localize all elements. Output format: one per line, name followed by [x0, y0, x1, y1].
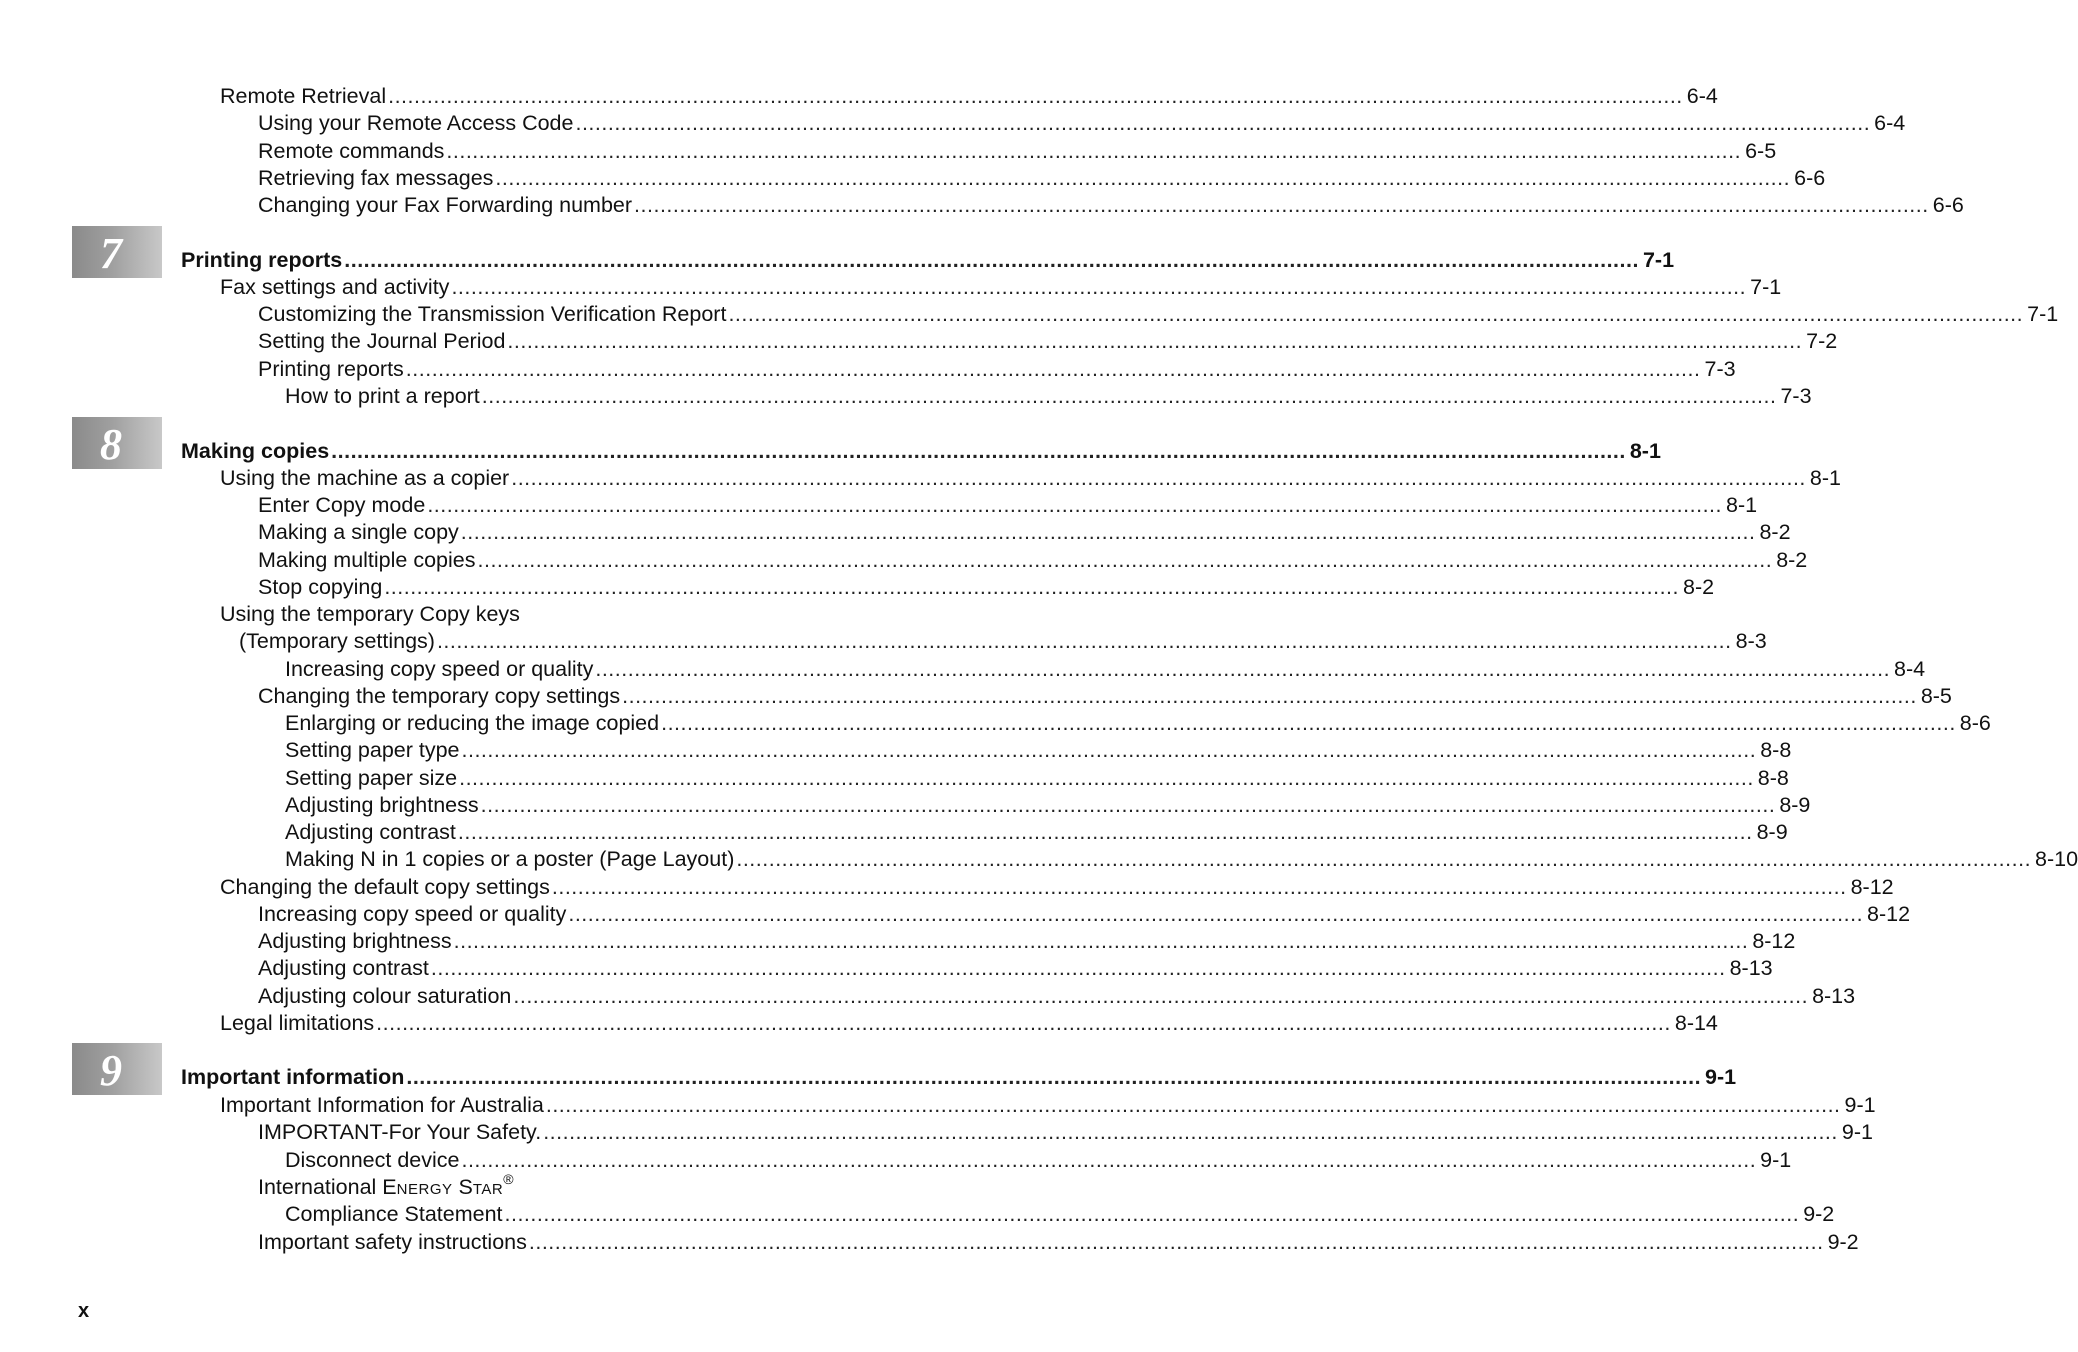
toc-entry: [258, 1119, 1873, 1146]
toc-entry-page: 7-3: [1780, 384, 1812, 408]
toc-entry-title: Compliance Statement: [285, 1202, 503, 1226]
dot-leader: ........................................................................................................................................................................................................: [513, 984, 1809, 1008]
toc-entry-title: Increasing copy speed or quality: [285, 657, 594, 681]
toc-entry-page: 8-6: [1959, 711, 1991, 735]
chapter-tab-7: [72, 226, 162, 278]
toc-entry: [220, 1092, 1876, 1119]
toc-entry: [258, 928, 1796, 955]
toc-entry-page: 8-5: [1920, 684, 1952, 708]
dot-leader: ........................................................................................................................................................................................................: [551, 875, 1847, 899]
toc-entry-title: (Temporary settings): [239, 629, 435, 653]
toc-entry: [285, 765, 1789, 792]
title-part: S: [452, 1175, 473, 1199]
dot-leader: ........................................................................................................................................................................................................: [436, 629, 1732, 653]
toc-entry-page: 8-8: [1760, 738, 1792, 762]
toc-entry-title: Important information: [181, 1065, 405, 1089]
toc-entry: [285, 656, 1926, 683]
toc-chapter-entry: [181, 438, 1661, 465]
toc-entry-page: 9-2: [1827, 1230, 1859, 1254]
toc-entry-title: Disconnect device: [285, 1148, 460, 1172]
dot-leader: ........................................................................................................................................................................................................: [507, 329, 1803, 353]
toc-entry-title: Printing reports: [258, 357, 404, 381]
toc-entry: [285, 710, 1991, 737]
toc-entry-page: 8-2: [1683, 575, 1715, 599]
toc-entry-title: Customizing the Transmission Verification Report: [258, 302, 727, 326]
toc-entry-title: Adjusting contrast: [258, 956, 429, 980]
toc-entry-title: Enter Copy mode: [258, 493, 426, 517]
toc-entry: [220, 465, 1841, 492]
toc-entry: [258, 138, 1777, 165]
dot-leader: ........................................................................................................................................................................................................: [634, 193, 1929, 217]
dot-leader: ........................................................................................................................................................................................................: [384, 575, 1679, 599]
toc-entry: [285, 792, 1811, 819]
toc-entry: [285, 383, 1812, 410]
toc-entry-title: [258, 1170, 516, 1203]
toc-entry: [285, 819, 1788, 846]
toc-entry-page: 7-3: [1704, 357, 1736, 381]
toc-entry: [285, 846, 2078, 873]
toc-entry: [258, 328, 1838, 355]
toc-entry: [258, 547, 1808, 574]
dot-leader: ........................................................................................................................................................................................................: [477, 548, 1773, 572]
toc-entry-title: How to print a report: [285, 384, 480, 408]
toc-entry-title: Making a single copy: [258, 520, 459, 544]
dot-leader: ........................................................................................................................................................................................................: [568, 902, 1864, 926]
toc-entry: [285, 1201, 1835, 1228]
chapter-number: 7: [100, 229, 122, 278]
toc-entry: [258, 192, 1964, 219]
toc-entry-page: 7-2: [1806, 329, 1838, 353]
toc-entry: [220, 274, 1782, 301]
toc-entry-page: 6-4: [1686, 84, 1718, 108]
dot-leader: ........................................................................................................................................................................................................: [451, 275, 1747, 299]
dot-leader: ........................................................................................................................................................................................................: [446, 139, 1742, 163]
dot-leader: ........................................................................................................................................................................................................: [575, 111, 1871, 135]
toc-entry-title: Making copies: [181, 439, 330, 463]
toc-chapter-entry: [181, 1064, 1737, 1091]
toc-chapter-entry: [181, 247, 1675, 274]
toc-entry: [258, 955, 1773, 982]
toc-entry-page: 7-1: [1750, 275, 1782, 299]
toc-entry-title: Changing the temporary copy settings: [258, 684, 621, 708]
dot-leader: ........................................................................................................................................................................................................: [461, 1148, 1757, 1172]
toc-entry: [258, 110, 1906, 137]
dot-leader: ........................................................................................................................................................................................................: [459, 766, 1754, 790]
toc-entry-page: 8-1: [1809, 466, 1841, 490]
toc-entry-page: 8-14: [1674, 1011, 1718, 1035]
toc-entry: [258, 492, 1758, 519]
dot-leader: ........................................................................................................................................................................................................: [427, 493, 1722, 517]
toc-entry-title: Important Information for Australia: [220, 1093, 544, 1117]
toc-entry-title: Remote commands: [258, 139, 445, 163]
dot-leader: ........................................................................................................................................................................................................: [622, 684, 1917, 708]
toc-entry-page: 9-1: [1760, 1148, 1792, 1172]
dot-leader: ........................................................................................................................................................................................................: [528, 1230, 1824, 1254]
chapter-number: 9: [100, 1046, 122, 1095]
toc-entry: [258, 683, 1952, 710]
toc-entry-title: Adjusting brightness: [285, 793, 479, 817]
dot-leader: ........................................................................................................................................................................................................: [406, 1065, 1702, 1089]
dot-leader: ........................................................................................................................................................................................................: [453, 929, 1749, 953]
toc-entry-title: Making N in 1 copies or a poster (Page Layout): [285, 847, 735, 871]
toc-entry-title: IMPORTANT-For Your Safety.: [258, 1120, 542, 1144]
page-number: x: [78, 1300, 90, 1322]
toc-entry-title: Enlarging or reducing the image copied: [285, 711, 660, 735]
dot-leader: ........................................................................................................................................................................................................: [331, 439, 1626, 463]
toc-entry: [220, 1010, 1718, 1037]
toc-entry-page: 6-5: [1745, 139, 1777, 163]
toc-entry-title: Changing the default copy settings: [220, 875, 550, 899]
toc-entry-page: 8-13: [1812, 984, 1856, 1008]
dot-leader: ........................................................................................................................................................................................................: [376, 1011, 1671, 1035]
dot-leader: ........................................................................................................................................................................................................: [495, 166, 1791, 190]
dot-leader: ........................................................................................................................................................................................................: [511, 466, 1806, 490]
dot-leader: ........................................................................................................................................................................................................: [545, 1093, 1841, 1117]
toc-entry-title: Retrieving fax messages: [258, 166, 494, 190]
toc-entry-title: Printing reports: [181, 248, 343, 272]
dot-leader: ........................................................................................................................................................................................................: [461, 738, 1757, 762]
toc-entry-title: Changing your Fax Forwarding number: [258, 193, 633, 217]
toc-entry-page: 8-2: [1776, 548, 1808, 572]
dot-leader: ........................................................................................................................................................................................................: [405, 357, 1701, 381]
toc-entry: [258, 519, 1791, 546]
dot-leader: ........................................................................................................................................................................................................: [504, 1202, 1800, 1226]
toc-entry-page: 8-8: [1757, 766, 1789, 790]
toc-entry-title: Increasing copy speed or quality: [258, 902, 567, 926]
toc-entry-page: 8-3: [1735, 629, 1767, 653]
toc-entry: [258, 165, 1826, 192]
toc-entry-title: Stop copying: [258, 575, 383, 599]
toc-entry-page: 8-9: [1756, 820, 1788, 844]
toc-entry-title: Using your Remote Access Code: [258, 111, 574, 135]
toc-entry-page: 6-4: [1874, 111, 1906, 135]
toc-entry: [258, 1170, 825, 1203]
toc-entry-page: 7-1: [1642, 248, 1675, 272]
toc-entry-title: Important safety instructions: [258, 1230, 527, 1254]
toc-entry-title: Fax settings and activity: [220, 275, 450, 299]
toc-entry-page: 9-1: [1841, 1120, 1873, 1144]
toc-entry-title: Adjusting colour saturation: [258, 984, 512, 1008]
toc-entry-page: 7-1: [2027, 302, 2059, 326]
dot-leader: ........................................................................................................................................................................................................: [460, 520, 1756, 544]
toc-entry: [285, 737, 1792, 764]
dot-leader: ........................................................................................................................................................................................................: [728, 302, 2024, 326]
toc-entry-title: Setting paper size: [285, 766, 458, 790]
toc-entry-title: Using the temporary Copy keys: [220, 602, 520, 626]
toc-entry: [258, 901, 1911, 928]
toc-entry-page: 6-6: [1932, 193, 1964, 217]
toc-entry: [220, 83, 1718, 110]
dot-leader: ........................................................................................................................................................................................................: [430, 956, 1726, 980]
toc-entry-page: 8-12: [1752, 929, 1796, 953]
dot-leader: ........................................................................................................................................................................................................: [480, 793, 1776, 817]
toc-entry-page: 8-10: [2035, 847, 2078, 871]
toc-entry-title: Setting paper type: [285, 738, 460, 762]
toc-entry-title: Making multiple copies: [258, 548, 476, 572]
dot-leader: ........................................................................................................................................................................................................: [481, 384, 1777, 408]
toc-entry: [220, 601, 825, 628]
chapter-number: 8: [100, 420, 122, 469]
toc-entry: [258, 1229, 1859, 1256]
toc-entry-title: Adjusting contrast: [285, 820, 456, 844]
toc-entry: [220, 874, 1894, 901]
toc-entry-page: 6-6: [1794, 166, 1826, 190]
title-part: International E: [258, 1175, 397, 1199]
toc-entry-title: Remote Retrieval: [220, 84, 387, 108]
toc-entry: [285, 1147, 1792, 1174]
toc-entry-page: 8-1: [1726, 493, 1758, 517]
toc-entry-title: Adjusting brightness: [258, 929, 452, 953]
chapter-tab-8: [72, 417, 162, 469]
toc-entry-page: 9-1: [1844, 1093, 1876, 1117]
title-part-smallcaps: TAR: [472, 1181, 504, 1198]
toc-entry-page: 8-1: [1629, 439, 1661, 463]
toc-entry-title: Legal limitations: [220, 1011, 375, 1035]
title-part-smallcaps: NERGY: [396, 1181, 453, 1198]
toc-entry-page: 8-12: [1850, 875, 1894, 899]
dot-leader: ........................................................................................................................................................................................................: [344, 248, 1639, 272]
toc-entry-page: 8-2: [1759, 520, 1791, 544]
toc-entry: [239, 628, 1767, 655]
dot-leader: ........................................................................................................................................................................................................: [595, 657, 1891, 681]
toc-entry-page: 9-1: [1705, 1065, 1737, 1089]
dot-leader: ........................................................................................................................................................................................................: [388, 84, 1683, 108]
toc-entry: [258, 983, 1856, 1010]
dot-leader: ........................................................................................................................................................................................................: [457, 820, 1753, 844]
toc-entry-page: 8-4: [1894, 657, 1926, 681]
toc-entry-page: 8-13: [1729, 956, 1773, 980]
toc-entry-page: 8-12: [1867, 902, 1911, 926]
toc-entry-page: 8-9: [1779, 793, 1811, 817]
toc-entry: [258, 356, 1736, 383]
chapter-tab-9: [72, 1043, 162, 1095]
toc-entry-title: Setting the Journal Period: [258, 329, 506, 353]
toc-entry-title: Using the machine as a copier: [220, 466, 510, 490]
dot-leader: ........................................................................................................................................................................................................: [736, 847, 2032, 871]
dot-leader: ........................................................................................................................................................................................................: [543, 1120, 1838, 1144]
toc-entry: [258, 574, 1715, 601]
registered-mark: ®: [503, 1170, 514, 1187]
toc-entry-page: 9-2: [1803, 1202, 1835, 1226]
toc-entry: [258, 301, 2059, 328]
dot-leader: ........................................................................................................................................................................................................: [661, 711, 1956, 735]
